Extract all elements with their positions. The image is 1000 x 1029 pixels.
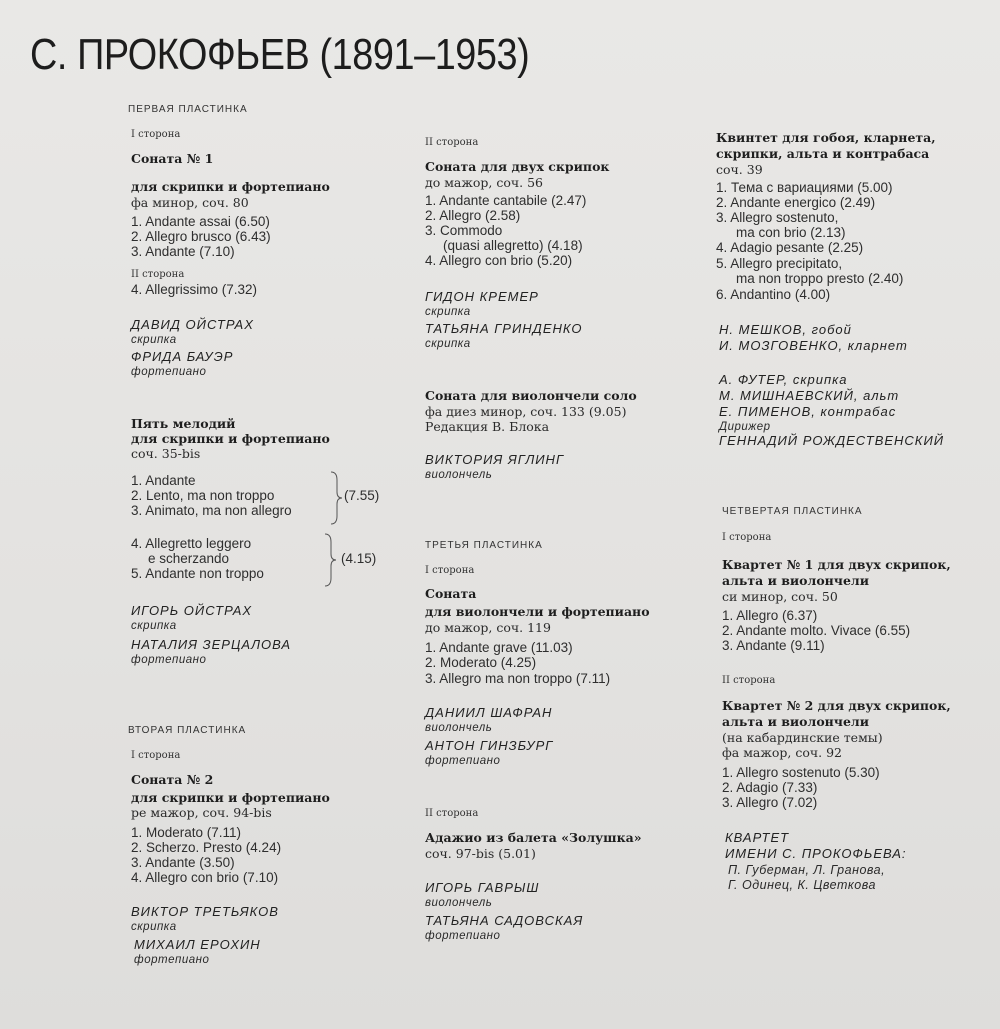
work-key: си минор, соч. 50 bbox=[722, 589, 838, 604]
work-title: Квартет № 1 для двух скрипок, bbox=[722, 557, 951, 572]
performer-instrument: скрипка bbox=[425, 306, 471, 318]
movement: e scherzando bbox=[148, 551, 230, 566]
performer-name: ТАТЬЯНА САДОВСКАЯ bbox=[425, 913, 584, 928]
performer-name: ГИДОН КРЕМЕР bbox=[425, 289, 539, 304]
work-key: соч. 35-bis bbox=[131, 446, 201, 461]
side-label: II сторона bbox=[131, 269, 185, 280]
work-subtitle: для скрипки и фортепиано bbox=[131, 790, 330, 805]
performer-name: А. ФУТЕР, скрипка bbox=[719, 372, 848, 387]
work-title: альта и виолончели bbox=[722, 714, 869, 729]
group-duration: (4.15) bbox=[341, 551, 377, 566]
movement: 5. Andante non troppo bbox=[131, 566, 264, 581]
record-2-heading: ВТОРАЯ ПЛАСТИНКА bbox=[128, 725, 247, 736]
performer-name: ИГОРЬ ГАВРЫШ bbox=[425, 880, 540, 895]
performer-name: ВИКТОРИЯ ЯГЛИНГ bbox=[425, 452, 565, 467]
work-key: фа диез минор, соч. 133 (9.05) bbox=[425, 404, 627, 419]
movement: 4. Allegro con brio (5.20) bbox=[425, 253, 573, 268]
work-title: скрипки, альта и контрабаса bbox=[716, 146, 930, 161]
movement: 3. Allegro (7.02) bbox=[722, 795, 818, 810]
brace-icon bbox=[328, 470, 344, 526]
performer-name: АНТОН ГИНЗБУРГ bbox=[425, 738, 554, 753]
movement: 3. Andante (7.10) bbox=[131, 244, 235, 259]
performer-name: ВИКТОР ТРЕТЬЯКОВ bbox=[131, 904, 279, 919]
editor-note: Редакция В. Блока bbox=[425, 419, 550, 434]
performer-instrument: виолончель bbox=[425, 469, 493, 481]
work-key: соч. 97-bis (5.01) bbox=[425, 846, 536, 861]
work-subtitle: для виолончели и фортепиано bbox=[425, 604, 650, 619]
movement: 4. Adagio pesante (2.25) bbox=[716, 240, 864, 255]
movement: 4. Allegretto leggero bbox=[131, 536, 252, 551]
work-title: Соната № 2 bbox=[131, 772, 214, 787]
movement: ma non troppo presto (2.40) bbox=[736, 271, 904, 286]
performer-name: Н. МЕШКОВ, гобой bbox=[719, 322, 852, 337]
performer-name: Е. ПИМЕНОВ, контрабас bbox=[719, 404, 897, 419]
performer-name: ТАТЬЯНА ГРИНДЕНКО bbox=[425, 321, 583, 336]
movement: 3. Allegro sostenuto, bbox=[716, 210, 839, 225]
movement: 2. Scherzo. Presto (4.24) bbox=[131, 840, 282, 855]
conductor-name: ГЕННАДИЙ РОЖДЕСТВЕНСКИЙ bbox=[719, 433, 945, 448]
movement: 2. Moderato (4.25) bbox=[425, 655, 537, 670]
movement: 2. Allegro (2.58) bbox=[425, 208, 521, 223]
performer-instrument: фортепиано bbox=[131, 366, 207, 378]
work-key: до мажор, соч. 119 bbox=[425, 620, 551, 635]
movement: 1. Andante grave (11.03) bbox=[425, 640, 573, 655]
movement: 4. Allegrissimo (7.32) bbox=[131, 282, 258, 297]
movement: 2. Allegro brusco (6.43) bbox=[131, 229, 271, 244]
work-key: соч. 39 bbox=[716, 162, 763, 177]
work-key: до мажор, соч. 56 bbox=[425, 175, 543, 190]
performer-name: ДАВИД ОЙСТРАХ bbox=[131, 317, 254, 332]
performer-instrument: виолончель bbox=[425, 722, 493, 734]
performer-name: НАТАЛИЯ ЗЕРЦАЛОВА bbox=[131, 637, 291, 652]
performer-name: И. МОЗГОВЕНКО, кларнет bbox=[719, 338, 908, 353]
work-title: Квинтет для гобоя, кларнета, bbox=[716, 130, 936, 145]
movement: 1. Andante assai (6.50) bbox=[131, 214, 270, 229]
ensemble-members: Г. Одинец, К. Цветкова bbox=[728, 878, 876, 892]
brace-icon bbox=[322, 532, 338, 588]
performer-name: МИХАИЛ ЕРОХИН bbox=[134, 937, 261, 952]
performer-instrument: виолончель bbox=[425, 897, 493, 909]
performer-instrument: фортепиано bbox=[425, 930, 501, 942]
movement: (quasi allegretto) (4.18) bbox=[443, 238, 583, 253]
movement: 5. Allegro precipitato, bbox=[716, 256, 843, 271]
movement: 3. Animato, ma non allegro bbox=[131, 503, 292, 518]
work-title: Соната для двух скрипок bbox=[425, 159, 610, 174]
performer-instrument: скрипка bbox=[425, 338, 471, 350]
work-note: (на кабардинские темы) bbox=[722, 730, 883, 745]
performer-instrument: скрипка bbox=[131, 921, 177, 933]
side-label: I сторона bbox=[425, 565, 475, 576]
performer-name: ДАНИИЛ ШАФРАН bbox=[425, 705, 553, 720]
movement: 3. Commodo bbox=[425, 223, 503, 238]
group-duration: (7.55) bbox=[344, 488, 380, 503]
record-1-heading: ПЕРВАЯ ПЛАСТИНКА bbox=[128, 104, 248, 115]
side-label: II сторона bbox=[425, 808, 479, 819]
side-label: I сторона bbox=[131, 129, 181, 140]
movement: 3. Andante (9.11) bbox=[722, 638, 825, 653]
performer-instrument: фортепиано bbox=[131, 654, 207, 666]
ensemble-members: П. Губерман, Л. Гранова, bbox=[728, 863, 886, 877]
performer-instrument: скрипка bbox=[131, 620, 177, 632]
movement: 2. Adagio (7.33) bbox=[722, 780, 818, 795]
movement: 1. Andante cantabile (2.47) bbox=[425, 193, 587, 208]
movement: 1. Тема с вариациями (5.00) bbox=[716, 180, 893, 195]
record-4-heading: ЧЕТВЕРТАЯ ПЛАСТИНКА bbox=[722, 506, 863, 517]
movement: 2. Andante molto. Vivace (6.55) bbox=[722, 623, 911, 638]
movement: 3. Andante (3.50) bbox=[131, 855, 235, 870]
record-3-heading: ТРЕТЬЯ ПЛАСТИНКА bbox=[425, 540, 543, 551]
performer-name: ИГОРЬ ОЙСТРАХ bbox=[131, 603, 253, 618]
movement: 1. Allegro sostenuto (5.30) bbox=[722, 765, 880, 780]
movement: 1. Moderato (7.11) bbox=[131, 825, 242, 840]
side-label: I сторона bbox=[722, 532, 772, 543]
performer-name: ФРИДА БАУЭР bbox=[131, 349, 234, 364]
performer-instrument: фортепиано bbox=[425, 755, 501, 767]
conductor-label: Дирижер bbox=[719, 421, 771, 433]
movement: 1. Allegro (6.37) bbox=[722, 608, 818, 623]
movement: ma con brio (2.13) bbox=[736, 225, 846, 240]
work-key: фа минор, соч. 80 bbox=[131, 195, 249, 210]
side-label: I сторона bbox=[131, 750, 181, 761]
side-label: II сторона bbox=[425, 137, 479, 148]
work-key: ре мажор, соч. 94-bis bbox=[131, 805, 272, 820]
ensemble-name: ИМЕНИ С. ПРОКОФЬЕВА: bbox=[725, 846, 907, 861]
ensemble-name: КВАРТЕТ bbox=[725, 830, 790, 845]
work-title: Соната для виолончели соло bbox=[425, 388, 637, 403]
side-label: II сторона bbox=[722, 675, 776, 686]
movement: 2. Andante energico (2.49) bbox=[716, 195, 876, 210]
work-title: Соната bbox=[425, 586, 477, 601]
work-subtitle: для скрипки и фортепиано bbox=[131, 431, 330, 446]
work-title: Квартет № 2 для двух скрипок, bbox=[722, 698, 951, 713]
work-title: Пять мелодий bbox=[131, 416, 236, 431]
performer-instrument: скрипка bbox=[131, 334, 177, 346]
performer-instrument: фортепиано bbox=[134, 954, 210, 966]
work-title: Соната № 1 bbox=[131, 151, 214, 166]
work-title: альта и виолончели bbox=[722, 573, 869, 588]
work-key: фа мажор, соч. 92 bbox=[722, 745, 843, 760]
movement: 6. Andantino (4.00) bbox=[716, 287, 831, 302]
work-title: Адажио из балета «Золушка» bbox=[425, 830, 642, 845]
page-title: С. ПРОКОФЬЕВ (1891–1953) bbox=[30, 30, 530, 79]
performer-name: М. МИШНАЕВСКИЙ, альт bbox=[719, 388, 900, 403]
movement: 2. Lento, ma non troppo bbox=[131, 488, 275, 503]
movement: 3. Allegro ma non troppo (7.11) bbox=[425, 671, 611, 686]
work-subtitle: для скрипки и фортепиано bbox=[131, 179, 330, 194]
movement: 1. Andante bbox=[131, 473, 196, 488]
movement: 4. Allegro con brio (7.10) bbox=[131, 870, 279, 885]
